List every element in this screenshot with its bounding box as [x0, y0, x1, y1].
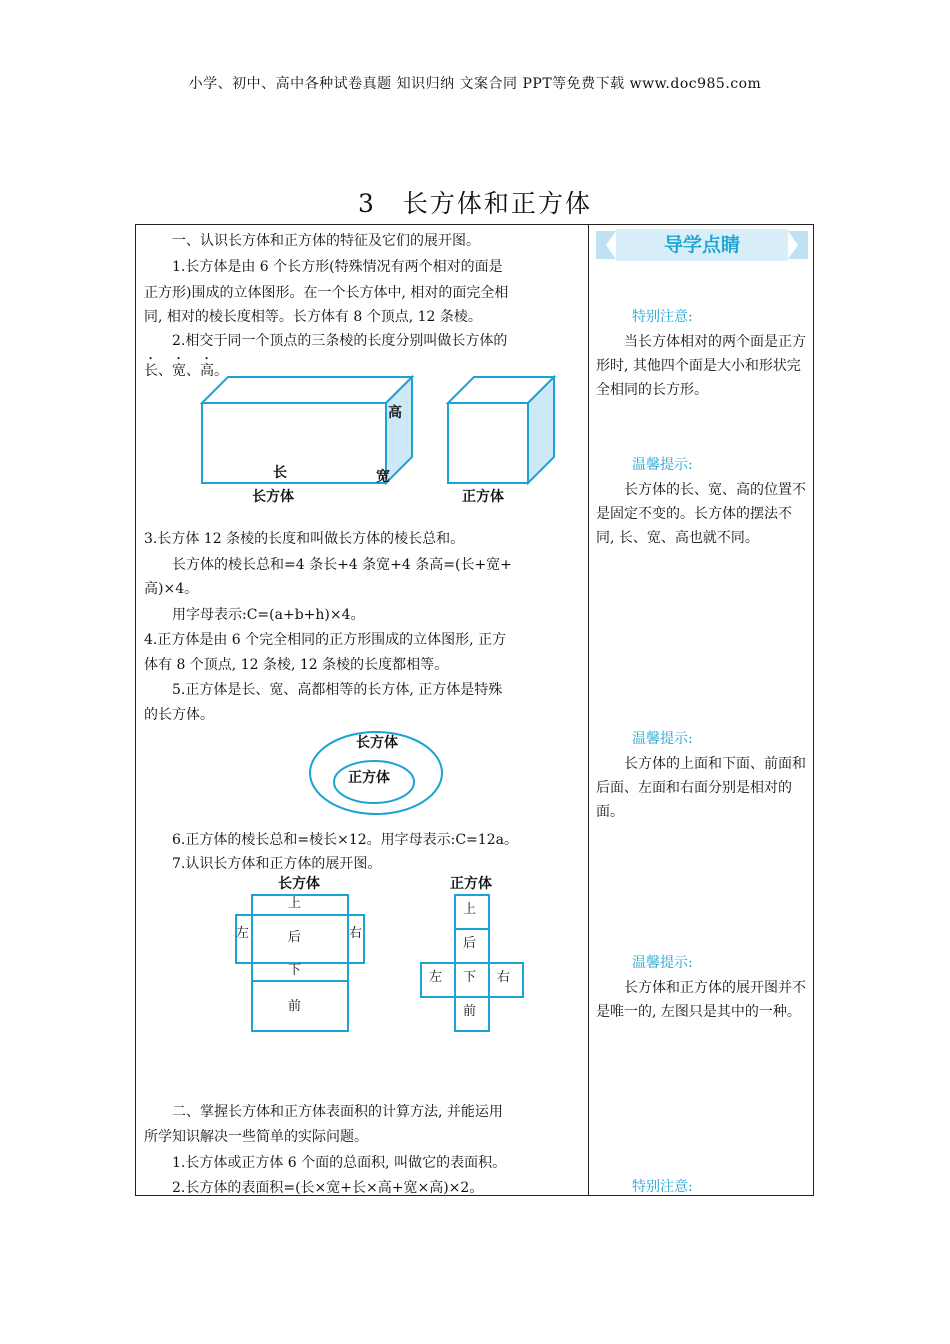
point-4-line-b: 体有 8 个顶点, 12 条棱, 12 条棱的长度都相等。	[144, 657, 449, 673]
label-cuboid: 长方体	[252, 489, 294, 505]
cuboid-net-label-bottom: 下	[288, 963, 302, 978]
venn-outer-label: 长方体	[356, 735, 398, 751]
cube-front-face	[448, 403, 528, 483]
cuboid-net-label-front: 前	[288, 999, 302, 1014]
point-1-line-b: 正方形)围成的立体图形。在一个长方体中, 相对的面完全相	[144, 285, 509, 301]
point-1-line-a: 1.长方体是由 6 个长方形(特殊情况有两个相对的面是	[172, 259, 503, 275]
note-3-text: 长方体的上面和下面、前面和后面、左面和右面分别是相对的面。	[596, 756, 806, 820]
cuboid-net-label-back: 后	[288, 930, 302, 945]
cube-net-label-right: 右	[497, 970, 511, 985]
note-1-text: 当长方体相对的两个面是正方形时, 其他四个面是大小和形状完全相同的长方形。	[596, 334, 806, 398]
point-5-line-a: 5.正方体是长、宽、高都相等的长方体, 正方体是特殊	[172, 682, 503, 698]
point-7: 7.认识长方体和正方体的展开图。	[172, 856, 382, 872]
cuboid-top-face	[202, 377, 412, 403]
cuboid-front-face	[202, 403, 386, 483]
point-3-line-a: 3.长方体 12 条棱的长度和叫做长方体的棱长总和。	[144, 531, 465, 547]
label-cube: 正方体	[462, 489, 504, 505]
point-3-line-c: 高)×4。	[144, 581, 199, 597]
page-title: 3 长方体和正方体	[358, 189, 592, 218]
note-3-title: 温馨提示:	[632, 731, 693, 747]
content-table	[135, 224, 814, 1196]
point-5-line-b: 的长方体。	[144, 707, 214, 723]
section-1-heading: 一、认识长方体和正方体的特征及它们的展开图。	[172, 233, 480, 249]
cuboid-net-label-left: 左	[236, 926, 250, 941]
page-header: 小学、初中、高中各种试卷真题 知识归纳 文案合同 PPT等免费下载 www.doc985.com	[188, 76, 762, 92]
point-3-formula: 用字母表示:C=(a+b+h)×4。	[172, 607, 365, 623]
label-long: 长	[273, 465, 287, 481]
net-cuboid-title: 长方体	[278, 876, 320, 892]
section-2-line-b: 所学知识解决一些简单的实际问题。	[144, 1129, 368, 1145]
banner-title: 导学点睛	[663, 234, 740, 256]
column-divider	[588, 225, 589, 1195]
cube-net-label-left: 左	[429, 970, 443, 985]
point-2-line-b: 长、宽、高。	[144, 363, 228, 379]
cube-net-label-back: 后	[463, 936, 477, 951]
point-2-line-a: 2.相交于同一个顶点的三条棱的长度分别叫做长方体的	[172, 333, 508, 349]
note-5-title: 特别注意:	[632, 1179, 693, 1195]
point-6: 6.正方体的棱长总和=棱长×12。用字母表示:C=12a。	[172, 832, 518, 848]
note-1-title: 特别注意:	[632, 309, 693, 325]
cube-net-label-bottom: 下	[463, 970, 477, 985]
section-2-point-1: 1.长方体或正方体 6 个面的总面积, 叫做它的表面积。	[172, 1155, 507, 1171]
cuboid-net-label-right: 右	[349, 926, 363, 941]
section-2-line-a: 二、掌握长方体和正方体表面积的计算方法, 并能运用	[172, 1104, 503, 1120]
label-high: 高	[388, 405, 402, 421]
point-1-line-c: 同, 相对的棱长度相等。长方体有 8 个顶点, 12 条棱。	[144, 309, 482, 325]
label-wide: 宽	[376, 469, 390, 485]
note-4-text: 长方体和正方体的展开图并不是唯一的, 左图只是其中的一种。	[596, 980, 806, 1020]
venn-inner-label: 正方体	[348, 770, 390, 786]
cube-net-label-front: 前	[463, 1004, 477, 1019]
cuboid-net-label-top: 上	[288, 896, 302, 911]
note-4-title: 温馨提示:	[632, 955, 693, 971]
section-2-point-2: 2.长方体的表面积=(长×宽+长×高+宽×高)×2。	[172, 1180, 484, 1196]
point-4-line-a: 4.正方体是由 6 个完全相同的正方形围成的立体图形, 正方	[144, 632, 507, 648]
point-3-line-b: 长方体的棱长总和=4 条长+4 条宽+4 条高=(长+宽+	[172, 557, 512, 573]
note-2-text: 长方体的长、宽、高的位置不是固定不变的。长方体的摆法不同, 长、宽、高也就不同。	[596, 482, 806, 546]
net-cube-title: 正方体	[450, 876, 492, 892]
cube-net-label-top: 上	[463, 902, 477, 917]
note-2-title: 温馨提示:	[632, 457, 693, 473]
